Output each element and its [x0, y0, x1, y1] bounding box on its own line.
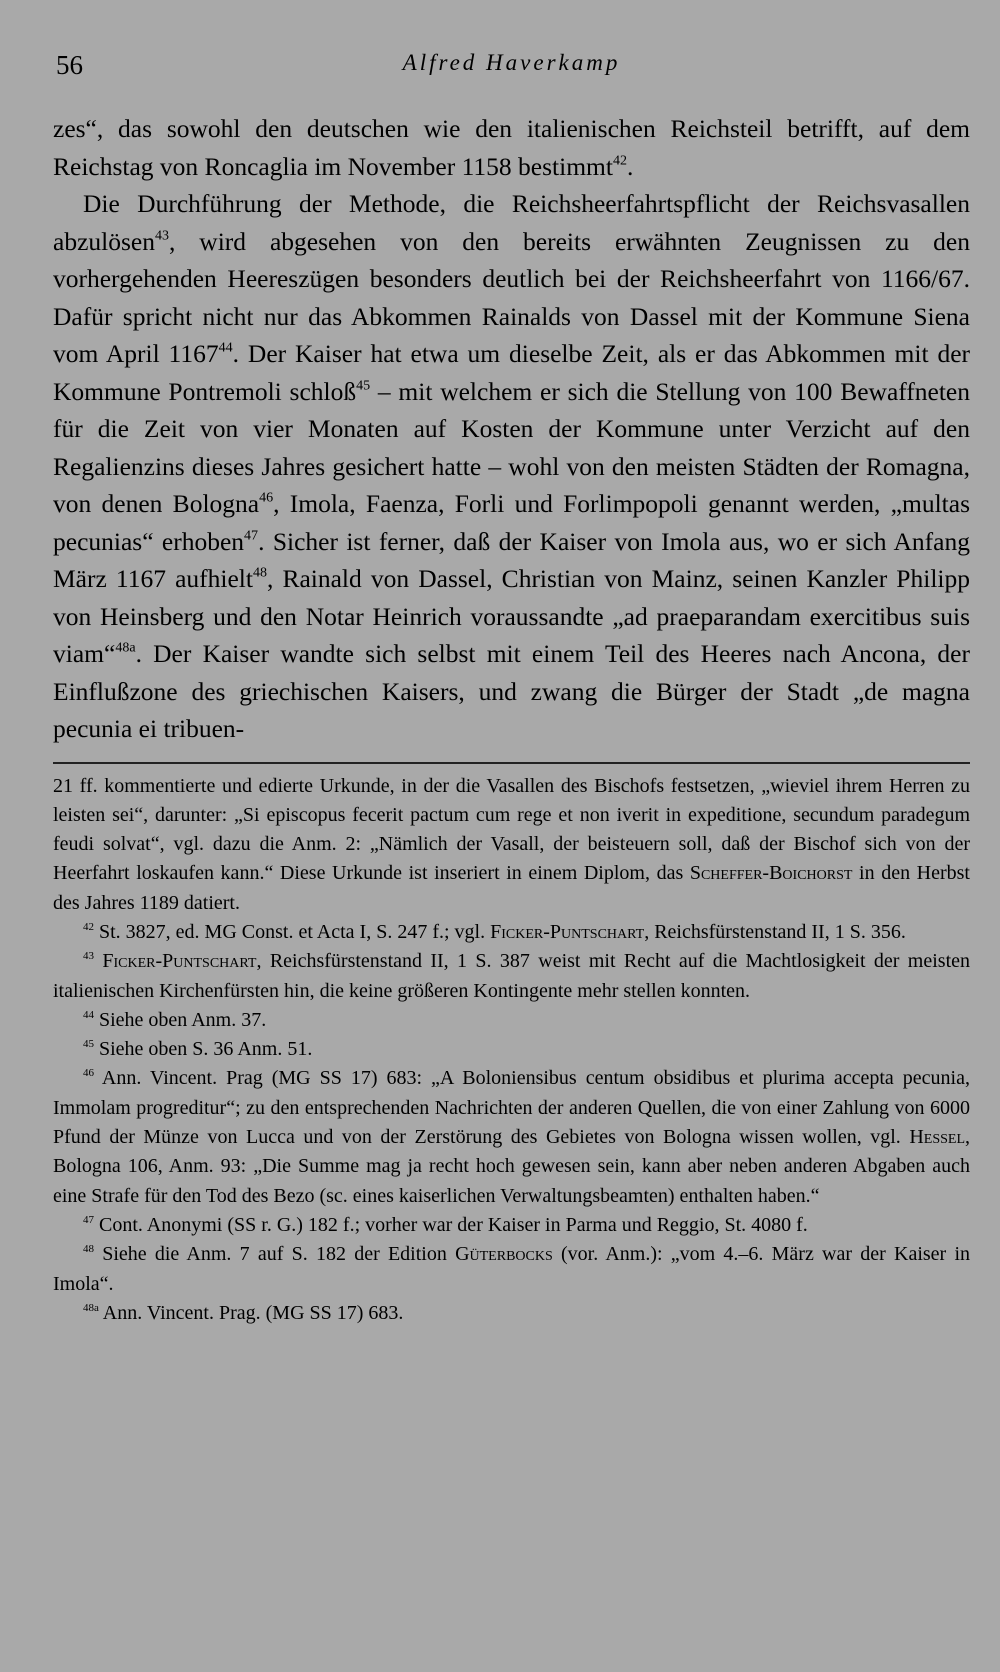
- text-run: (vor. Anm.): „vom 4.–6. März war der Kaiser in Imola“.: [53, 1243, 970, 1295]
- text-run: , wird abgesehen von den bereits erwähnten Zeugnissen zu den vorhergehenden Heereszügen besonders deutlich bei der Reichsheerfahrt von 1166/67. Dafür spricht nicht nur das Abkommen Rainalds von Dassel mit der Kommune Siena vom April 1167: [53, 226, 970, 368]
- text-run: . Der Kaiser hat etwa um dieselbe Zeit, als er das Abkommen mit der Kommune Pontremoli schloß: [53, 339, 970, 406]
- running-head: Alfred Haverkamp: [402, 50, 621, 75]
- footnote-ref: 48a: [115, 640, 136, 656]
- text-run: . Sicher ist ferner, daß der Kaiser von Imola aus, wo er sich Anfang März 1167 aufhielt: [53, 526, 970, 593]
- footnote-number: 46: [83, 1067, 94, 1080]
- footnote-48: [53, 1240, 970, 1299]
- text-run: , Bologna 106, Anm. 93: „Die Summe mag ja recht hoch gewesen sein, kann aber neben anderen Abgaben auch eine Strafe für den Tod des Bezo (sc. eines kaiserlichen Verwaltungsbeamten) enthalten haben.“: [53, 1126, 970, 1207]
- page-header: [53, 48, 970, 88]
- text-run: , Reichsfürstenstand II, 1 S. 387 weist mit Recht auf die Machtlosigkeit der meisten italienischen Kirchenfürsten hin, die keine größeren Kontingente mehr stellen konnten.: [53, 950, 971, 1002]
- text-run: . Der Kaiser wandte sich selbst mit einem Teil des Heeres nach Ancona, der Einflußzone des griechischen Kaisers, und zwang die Bürger der Stadt „de magna pecunia ei tribuen-: [53, 639, 970, 743]
- footnote-48a: [53, 1299, 970, 1328]
- text-run: Die Durchführung der Methode, die Reichsheerfahrtspflicht der Reichsvasallen abzulösen: [53, 189, 970, 256]
- footnote-ref: 44: [218, 340, 233, 356]
- main-text: [53, 110, 970, 748]
- author-name: Hessel: [909, 1126, 965, 1149]
- footnote-ref: 43: [154, 227, 169, 243]
- footnote-number: 44: [83, 1008, 94, 1021]
- footnote-45: [53, 1035, 970, 1064]
- text-run: .: [626, 151, 634, 181]
- text-run: zes“, das sowohl den deutschen wie den italienischen Reichsteil betrifft, auf dem Reichstag von Roncaglia im November 1158 bestimmt: [53, 114, 970, 181]
- author-name: Ficker-Puntschart: [490, 920, 645, 943]
- footnote-43: [53, 947, 970, 1006]
- footnote-ref: 48: [252, 565, 267, 581]
- footnote-ref: 47: [244, 527, 259, 543]
- text-run: Siehe die Anm. 7 auf S. 182 der Edition: [94, 1243, 456, 1266]
- text-run: , Imola, Faenza, Forli und Forlimpopoli genannt werden, „multas pecunias“ erhoben: [53, 489, 970, 556]
- footnote-number: 42: [83, 920, 94, 933]
- text-run: , Reichsfürstenstand II, 1 S. 356.: [644, 920, 906, 943]
- author-name: Ficker-Puntschart: [102, 950, 257, 973]
- text-run: Siehe oben S. 36 Anm. 51.: [94, 1038, 313, 1061]
- text-run: Cont. Anonymi (SS r. G.) 182 f.; vorher war der Kaiser in Parma und Reggio, St. 4080 f.: [94, 1213, 808, 1236]
- page-number: 56: [56, 50, 83, 80]
- footnote-47: [53, 1211, 970, 1240]
- paragraph-1: [53, 110, 970, 185]
- footnote-ref: 42: [612, 152, 627, 168]
- footnote-42: [53, 918, 970, 947]
- footnote-separator: [53, 762, 970, 764]
- text-run: Ann. Vincent. Prag (MG SS 17) 683: „A Boloniensibus centum obsidibus et plurima accepta pecunia, Immolam progreditur“; zu den entsprechenden Nachrichten der anderen Quellen, die von einer Zahlung von 6000 Pfund der Münze von Lucca und von der Zerstörung des Gebietes von Bologna wissen wollen, vgl.: [53, 1067, 970, 1149]
- footnote-number: 45: [83, 1037, 94, 1050]
- text-run: Ann. Vincent. Prag. (MG SS 17) 683.: [98, 1301, 404, 1324]
- text-run: – mit welchem er sich die Stellung von 100 Bewaffneten für die Zeit von vier Monaten auf Kosten der Kommune unter Verzicht auf den Regalienzins dieses Jahres gesichert hatte – wohl von den meisten Städten der Romagna, von denen Bologna: [53, 376, 970, 518]
- text-run: 21 ff. kommentierte und edierte Urkunde, in der die Vasallen des Bischofs festsetzen, „wieviel ihrem Herren zu leisten sei“, darunter: „Si episcopus fecerit pactum cum rege et non iverit in expeditione, secundum paradegum feudi solvat“, vgl. dazu die Anm. 2: „Nämlich der Vasall, der beisteuern soll, daß der Bischof sich von der Heerfahrt loskaufen kann.“ Diese Urkunde ist inseriert in einem Diplom, das: [53, 774, 970, 885]
- text-run: , Rainald von Dassel, Christian von Mainz, seinen Kanzler Philipp von Heinsberg und den Notar Heinrich voraussandte „ad praeparandam exercitibus suis viam“: [53, 564, 970, 668]
- author-name: Güterbocks: [455, 1243, 553, 1266]
- footnote-44: [53, 1006, 970, 1035]
- footnotes: [53, 772, 970, 1329]
- text-run: St. 3827, ed. MG Const. et Acta I, S. 247 f.; vgl.: [94, 920, 491, 943]
- footnote-number: 43: [83, 950, 94, 963]
- footnote-ref: 46: [259, 490, 274, 506]
- footnote-continuation: [53, 772, 970, 918]
- text-run: Siehe oben Anm. 37.: [94, 1008, 267, 1031]
- paragraph-2: [53, 185, 970, 748]
- author-name: Scheffer-Boichorst: [689, 862, 853, 885]
- footnote-46: [53, 1064, 970, 1210]
- footnote-number: 48a: [83, 1301, 99, 1314]
- footnote-number: 48: [83, 1243, 94, 1255]
- text-run: in den Herbst des Jahres 1189 datiert.: [53, 862, 970, 914]
- footnote-ref: 45: [356, 377, 371, 393]
- footnote-number: 47: [83, 1213, 94, 1226]
